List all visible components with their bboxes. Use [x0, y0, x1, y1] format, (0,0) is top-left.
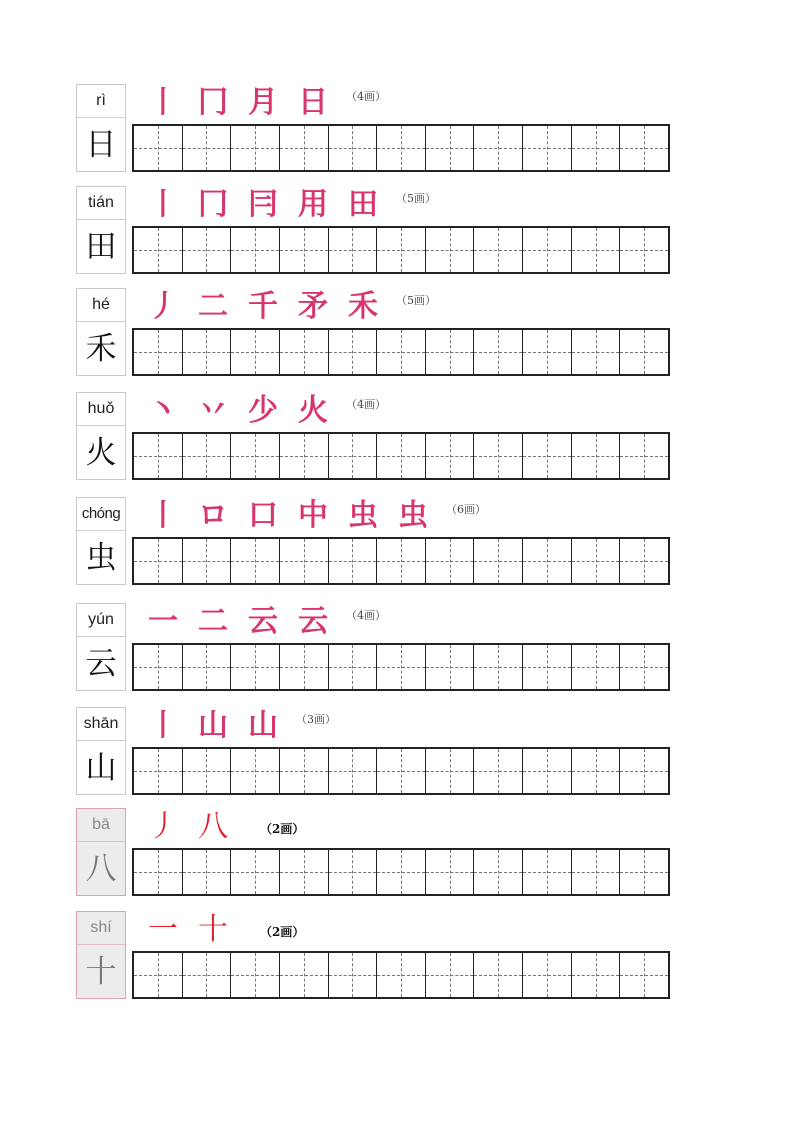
writing-cell[interactable] — [231, 749, 280, 793]
stroke-step: 冂 — [198, 187, 228, 222]
character-card — [76, 808, 126, 896]
writing-cell[interactable] — [572, 434, 621, 478]
writing-cell[interactable] — [426, 850, 475, 894]
writing-cell[interactable] — [231, 850, 280, 894]
stroke-step: 虫 — [398, 498, 428, 533]
stroke-step: 日 — [298, 85, 328, 120]
writing-cell[interactable] — [474, 126, 523, 170]
stroke-step: 丷 — [198, 393, 228, 428]
writing-cell[interactable] — [523, 953, 572, 997]
stroke-count: （2画） — [260, 925, 305, 939]
writing-cell[interactable] — [426, 434, 475, 478]
stroke-step: 山 — [248, 708, 278, 743]
stroke-step: 云 — [298, 604, 328, 639]
writing-cell[interactable] — [134, 330, 183, 374]
writing-cell[interactable] — [572, 645, 621, 689]
writing-cell[interactable] — [329, 330, 378, 374]
writing-cell[interactable] — [280, 645, 329, 689]
writing-cell[interactable] — [620, 645, 668, 689]
stroke-step: 虫 — [348, 498, 378, 533]
character-label: 田 — [85, 229, 117, 265]
stroke-order — [138, 288, 436, 326]
pinyin-label: hé — [77, 289, 125, 322]
writing-cell[interactable] — [426, 126, 475, 170]
stroke-step: 二 — [198, 604, 228, 639]
writing-cell[interactable] — [231, 330, 280, 374]
writing-cell[interactable] — [474, 645, 523, 689]
pinyin-label: yún — [77, 604, 125, 637]
writing-cell[interactable] — [231, 953, 280, 997]
writing-cell[interactable] — [329, 645, 378, 689]
pinyin-label: chóng — [77, 498, 125, 531]
stroke-step: 月 — [248, 85, 278, 120]
stroke-step: ロ — [198, 498, 228, 533]
stroke-step: 一 — [148, 912, 178, 947]
pinyin-label: bā — [77, 809, 125, 842]
writing-grid[interactable] — [132, 537, 670, 585]
writing-cell[interactable] — [426, 330, 475, 374]
stroke-step: 丿 — [148, 289, 178, 324]
writing-cell[interactable] — [523, 749, 572, 793]
practice-row-tian — [76, 186, 676, 276]
stroke-step: 丨 — [148, 498, 178, 533]
writing-cell[interactable] — [377, 126, 426, 170]
character-label: 禾 — [85, 331, 117, 367]
writing-cell[interactable] — [572, 228, 621, 272]
writing-cell[interactable] — [377, 330, 426, 374]
practice-row-ba — [76, 808, 676, 898]
stroke-count: （6画） — [446, 503, 486, 516]
stroke-step: 中 — [298, 498, 328, 533]
writing-cell[interactable] — [620, 228, 668, 272]
stroke-order — [138, 497, 486, 535]
writing-cell[interactable] — [377, 850, 426, 894]
writing-cell[interactable] — [474, 953, 523, 997]
writing-cell[interactable] — [280, 850, 329, 894]
writing-cell[interactable] — [523, 645, 572, 689]
writing-cell[interactable] — [474, 330, 523, 374]
stroke-step: 千 — [248, 289, 278, 324]
writing-cell[interactable] — [134, 126, 183, 170]
writing-cell[interactable] — [523, 539, 572, 583]
writing-cell[interactable] — [231, 539, 280, 583]
writing-cell[interactable] — [572, 330, 621, 374]
writing-grid[interactable] — [132, 643, 670, 691]
writing-cell[interactable] — [134, 434, 183, 478]
writing-cell[interactable] — [329, 749, 378, 793]
stroke-step: 矛 — [298, 289, 328, 324]
writing-grid[interactable] — [132, 328, 670, 376]
writing-cell[interactable] — [280, 228, 329, 272]
stroke-count: （4画） — [346, 609, 386, 622]
stroke-step: 丨 — [148, 85, 178, 120]
practice-row-chong — [76, 497, 676, 587]
writing-cell[interactable] — [329, 850, 378, 894]
character-label: 山 — [85, 750, 117, 786]
writing-cell[interactable] — [426, 228, 475, 272]
stroke-step: 云 — [248, 604, 278, 639]
writing-grid[interactable] — [132, 226, 670, 274]
writing-cell[interactable] — [572, 126, 621, 170]
writing-cell[interactable] — [523, 228, 572, 272]
writing-cell[interactable] — [620, 749, 668, 793]
practice-row-shi — [76, 911, 676, 1001]
writing-cell[interactable] — [280, 539, 329, 583]
writing-grid[interactable] — [132, 124, 670, 172]
writing-cell[interactable] — [377, 539, 426, 583]
practice-row-he — [76, 288, 676, 378]
writing-cell[interactable] — [183, 434, 232, 478]
character-card — [76, 288, 126, 376]
stroke-step: 一 — [148, 604, 178, 639]
pinyin-label: huǒ — [77, 393, 125, 426]
writing-cell[interactable] — [377, 228, 426, 272]
writing-cell[interactable] — [280, 749, 329, 793]
writing-cell[interactable] — [231, 434, 280, 478]
practice-row-shan — [76, 707, 676, 797]
writing-cell[interactable] — [280, 953, 329, 997]
writing-cell[interactable] — [474, 749, 523, 793]
stroke-step: 十 — [198, 912, 228, 947]
character-card — [76, 84, 126, 172]
writing-cell[interactable] — [183, 953, 232, 997]
writing-cell[interactable] — [572, 953, 621, 997]
writing-cell[interactable] — [620, 850, 668, 894]
practice-row-yun — [76, 603, 676, 693]
writing-cell[interactable] — [474, 850, 523, 894]
writing-cell[interactable] — [329, 126, 378, 170]
stroke-step: 八 — [198, 809, 228, 844]
writing-cell[interactable] — [426, 645, 475, 689]
writing-cell[interactable] — [183, 126, 232, 170]
stroke-count: （3画） — [296, 713, 336, 726]
writing-cell[interactable] — [620, 539, 668, 583]
pinyin-label: shí — [77, 912, 125, 945]
stroke-count: （2画） — [260, 822, 305, 836]
character-label: 火 — [85, 435, 117, 471]
character-label: 日 — [85, 127, 117, 163]
writing-cell[interactable] — [474, 228, 523, 272]
writing-cell[interactable] — [620, 330, 668, 374]
character-card — [76, 707, 126, 795]
writing-cell[interactable] — [572, 850, 621, 894]
stroke-step: 丨 — [148, 187, 178, 222]
writing-cell[interactable] — [474, 539, 523, 583]
character-label: 虫 — [85, 540, 117, 576]
writing-cell[interactable] — [231, 228, 280, 272]
writing-cell[interactable] — [426, 953, 475, 997]
writing-cell[interactable] — [426, 539, 475, 583]
stroke-step: 火 — [298, 393, 328, 428]
stroke-step: 田 — [348, 187, 378, 222]
writing-cell[interactable] — [183, 539, 232, 583]
character-label: 十 — [85, 954, 117, 990]
writing-cell[interactable] — [329, 434, 378, 478]
stroke-order — [138, 603, 386, 641]
writing-cell[interactable] — [377, 434, 426, 478]
writing-cell[interactable] — [426, 749, 475, 793]
writing-cell[interactable] — [280, 330, 329, 374]
character-card — [76, 911, 126, 999]
writing-cell[interactable] — [329, 953, 378, 997]
writing-cell[interactable] — [377, 645, 426, 689]
stroke-order — [138, 186, 436, 224]
writing-cell[interactable] — [134, 749, 183, 793]
practice-row-ri — [76, 84, 676, 174]
stroke-step: 禾 — [348, 289, 378, 324]
stroke-count: （4画） — [346, 90, 386, 103]
stroke-order — [138, 392, 386, 430]
writing-cell[interactable] — [183, 749, 232, 793]
stroke-step: 少 — [248, 393, 278, 428]
writing-cell[interactable] — [134, 539, 183, 583]
stroke-order — [138, 808, 304, 846]
writing-cell[interactable] — [183, 228, 232, 272]
stroke-step: 冂 — [198, 85, 228, 120]
pinyin-label: rì — [77, 85, 125, 118]
writing-cell[interactable] — [572, 749, 621, 793]
writing-cell[interactable] — [231, 645, 280, 689]
stroke-order — [138, 707, 336, 745]
writing-cell[interactable] — [523, 434, 572, 478]
writing-cell[interactable] — [183, 330, 232, 374]
stroke-step: 二 — [198, 289, 228, 324]
pinyin-label: tián — [77, 187, 125, 220]
character-card — [76, 186, 126, 274]
writing-cell[interactable] — [474, 434, 523, 478]
stroke-step: 口 — [248, 498, 278, 533]
character-label: 八 — [85, 851, 117, 887]
writing-cell[interactable] — [620, 953, 668, 997]
writing-cell[interactable] — [183, 850, 232, 894]
writing-cell[interactable] — [280, 126, 329, 170]
writing-cell[interactable] — [523, 850, 572, 894]
writing-cell[interactable] — [329, 228, 378, 272]
stroke-order — [138, 911, 304, 949]
writing-cell[interactable] — [377, 953, 426, 997]
stroke-step: 冃 — [248, 187, 278, 222]
writing-cell[interactable] — [377, 749, 426, 793]
writing-cell[interactable] — [134, 228, 183, 272]
writing-cell[interactable] — [280, 434, 329, 478]
pinyin-label: shān — [77, 708, 125, 741]
character-card — [76, 497, 126, 585]
writing-cell[interactable] — [620, 126, 668, 170]
writing-grid[interactable] — [132, 951, 670, 999]
writing-cell[interactable] — [523, 330, 572, 374]
writing-cell[interactable] — [231, 126, 280, 170]
stroke-step: 丿 — [148, 809, 178, 844]
stroke-step: 丨 — [148, 708, 178, 743]
writing-cell[interactable] — [572, 539, 621, 583]
stroke-step: 丶 — [148, 393, 178, 428]
stroke-step: 用 — [298, 187, 328, 222]
writing-cell[interactable] — [620, 434, 668, 478]
stroke-count: （5画） — [396, 192, 436, 205]
stroke-order — [138, 84, 386, 122]
stroke-count: （5画） — [396, 294, 436, 307]
writing-cell[interactable] — [134, 645, 183, 689]
stroke-count: （4画） — [346, 398, 386, 411]
writing-grid[interactable] — [132, 747, 670, 795]
practice-row-huo — [76, 392, 676, 482]
character-card — [76, 392, 126, 480]
writing-cell[interactable] — [329, 539, 378, 583]
writing-cell[interactable] — [523, 126, 572, 170]
writing-cell[interactable] — [183, 645, 232, 689]
writing-grid[interactable] — [132, 848, 670, 896]
writing-grid[interactable] — [132, 432, 670, 480]
writing-cell[interactable] — [134, 850, 183, 894]
writing-cell[interactable] — [134, 953, 183, 997]
character-label: 云 — [85, 646, 117, 682]
stroke-step: 山 — [198, 708, 228, 743]
character-card — [76, 603, 126, 691]
